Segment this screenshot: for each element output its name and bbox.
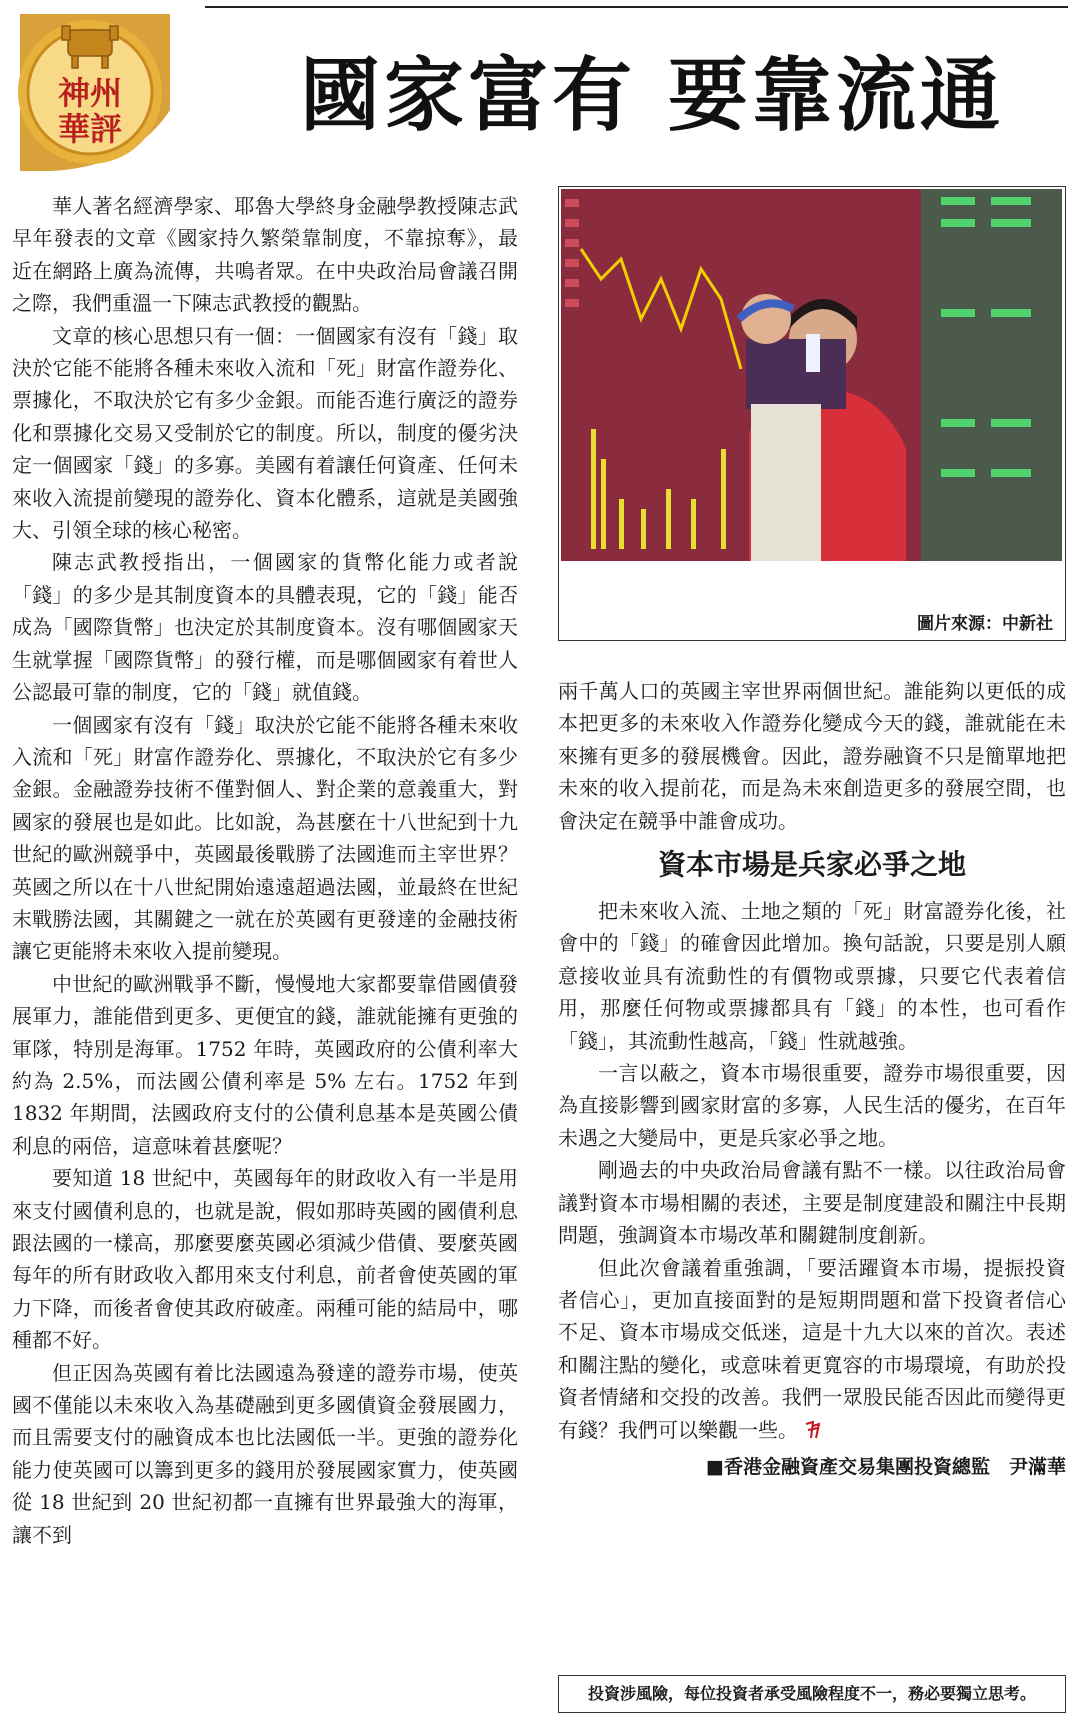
paragraph: 但此次會議着重強調，「要活躍資本市場，提振投資者信心」，更加直接面對的是短期問題和當下投資者信心不足、資本市場成交低迷，這是十九大以來的首次。表述和關注點的變化，或意味着更寬容的市場環境，有助於投資者情緒和交投的改善。我們一眾股民能否因此而變得更有錢？我們可以樂觀一些。 [558, 1255, 1066, 1442]
column-logo [10, 6, 170, 171]
subheading: 資本市場是兵家必爭之地 [657, 848, 966, 882]
stock-board-photo [561, 189, 1062, 604]
logo-text-line1: 神州 [57, 74, 123, 112]
paragraph: 陳志武教授指出，一個國家的貨幣化能力或者說「錢」的多少是其制度資本的具體表現，它的「錢」能否成為「國際貨幣」也決定於其制度資本。沒有哪個國家天生就掌握「國際貨幣」的發行權，而是哪個國家有着世人公認最可靠的制度，它的「錢」就值錢。 [12, 550, 518, 705]
paragraph: 但正因為英國有着比法國遠為發達的證券市場，使英國不僅能以未來收入為基礎融到更多國債資金發展國力，而且需要支付的融資成本也比法國低一半。更強的證券化能力使英國可以籌到更多的錢用於發展國家實力，使英國從 18 世紀到 20 世紀初都一直擁有世界最強大的海軍，讓不到 [12, 1360, 518, 1547]
end-mark-icon [804, 1420, 820, 1440]
paragraph: 華人著名經濟學家、耶魯大學終身金融學教授陳志武早年發表的文章《國家持久繁榮靠制度，不靠掠奪》，最近在網路上廣為流傳，共鳴者眾。在中央政治局會議召開之際，我們重溫一下陳志武教授的觀點。 [12, 194, 518, 316]
paragraph: 一言以蔽之，資本市場很重要，證券市場很重要，因為直接影響到國家財富的多寡，人民生活的優劣，在百年未遇之大變局中，更是兵家必爭之地。 [558, 1061, 1066, 1150]
paragraph: 兩千萬人口的英國主宰世界兩個世紀。誰能夠以更低的成本把更多的未來收入作證券化變成今天的錢，誰就能在未來擁有更多的發展機會。因此，證券融資不只是簡單地把未來的收入提前花，而是為未來創造更多的發展空間，也會決定在競爭中誰會成功。 [558, 679, 1066, 833]
author-byline: ■香港金融資產交易集團投資總監 尹滿華 [706, 1455, 1066, 1478]
paragraph: 把未來收入流、土地之類的「死」財富證券化後，社會中的「錢」的確會因此增加。換句話說，只要是別人願意接收並具有流動性的有價物或票據，只要它代表着信用，那麼任何物或票據都具有「錢」的本性，也可看作「錢」，其流動性越高，「錢」性就越強。 [558, 899, 1066, 1053]
paragraph: 剛過去的中央政治局會議有點不一樣。以往政治局會議對資本市場相關的表述，主要是制度建設和關注中長期問題，強調資本市場改革和關鍵制度創新。 [558, 1158, 1066, 1248]
article-right-column [558, 675, 1066, 1484]
risk-disclaimer: 投資涉風險，每位投資者承受風險程度不一，務必要獨立思考。 [558, 1675, 1066, 1713]
news-photo [558, 186, 1066, 641]
paragraph: 要知道 18 世紀中，英國每年的財政收入有一半是用來支付國債利息的，也就是說，假如那時英國的國債利息跟法國的一樣高，那麼要麼英國必須減少借債、要麼英國每年的所有財政收入都用來支付利息，前者會使英國的軍力下降，而後者會使其政府破產。兩種可能的結局中，哪種都不好。 [12, 1166, 518, 1353]
paragraph: 文章的核心思想只有一個：一個國家有沒有「錢」取決於它能不能將各種未來收入流和「死」財富作證券化、票據化，不取決於它有多少金銀。而能否進行廣泛的證券化和票據化交易又受制於它的制度。所以，制度的優劣決定一個國家「錢」的多寡。美國有着讓任何資產、任何未來收入流提前變現的證券化、資本化體系，這就是美國強大、引領全球的核心秘密。 [12, 323, 518, 543]
headline: 國家富有 要靠流通 [300, 48, 1004, 142]
top-rule [205, 6, 1068, 8]
paragraph: 中世紀的歐洲戰爭不斷，慢慢地大家都要靠借國債發展軍力，誰能借到更多、更便宜的錢，誰就能擁有更強的軍隊，特別是海軍。1752 年時，英國政府的公債利率大約為 2.5%，而法國公債利率是 5% 左右。1752 年到 1832 年期間，法國政府支付的公債利息基本是英國公債利息的兩倍，這意味着甚麼呢？ [12, 971, 518, 1158]
logo-text-line2: 華評 [57, 110, 123, 148]
photo-credit: 圖片來源：中新社 [917, 614, 1053, 634]
paragraph: 一個國家有沒有「錢」取決於它能不能將各種未來收入流和「死」財富作證券化、票據化，不取決於它有多少金銀。金融證券技術不僅對個人、對企業的意義重大，對國家的發展也是如此。比如說，為甚麼在十八世紀到十九世紀的歐洲競爭中，英國最後戰勝了法國進而主宰世界？英國之所以在十八世紀開始遠遠超過法國，並最終在世紀末戰勝法國，其關鍵之一就在於英國有更發達的金融技術讓它更能將未來收入提前變現。 [12, 712, 518, 964]
article-left-column [12, 190, 518, 1551]
